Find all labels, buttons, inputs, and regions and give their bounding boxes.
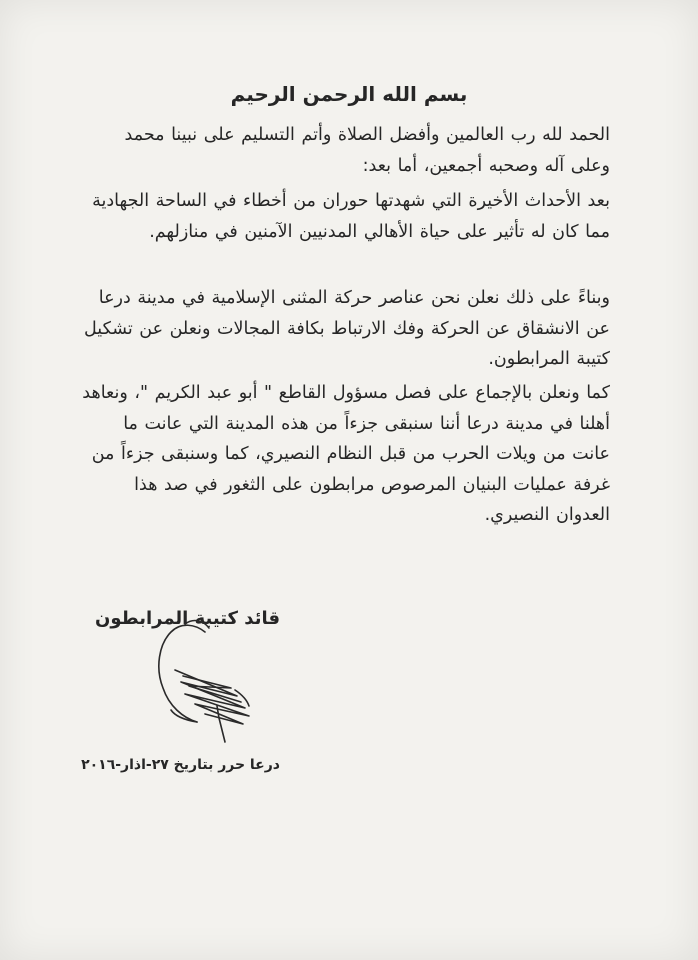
opening-paragraph: الحمد لله رب العالمين وأفضل الصلاة وأتم التسليم على نبينا محمد وعلى آله وصحبه أجمعين، أما بعد: [124, 125, 610, 176]
date-line: درعا حرر بتاريخ ٢٧-اذار-٢٠١٦ [81, 757, 280, 773]
basmala-heading: بسم الله الرحمن الرحيم [230, 82, 468, 106]
pledge-paragraph: كما ونعلن بالإجماع على فصل مسؤول القاطع " أبو عبد الكريم "، ونعاهد أهلنا في مدينة درعا أننا سنبقى جزءاً من هذه المدينة التي عانت ما عانت من ويلات الحرب من قبل النظام النصيري، كما وسنبقى جزءاً من غرفة عمليات البنيان المرصوص مرابطون على الثغور في صد هذا العدوان النصيري. [82, 383, 610, 525]
events-paragraph: بعد الأحداث الأخيرة التي شهدتها حوران من أخطاء في الساحة الجهادية مما كان له تأثير على حياة الأهالي المدنيين الآمنين في منازلهم. [92, 191, 610, 242]
signer-title: قائد كتيبة المرابطون [95, 608, 280, 629]
announcement-paragraph: وبناءً على ذلك نعلن نحن عناصر حركة المثنى الإسلامية في مدينة درعا عن الانشقاق عن الحركة وفك الارتباط بكافة المجالات ونعلن عن تشكيل كتيبة المرابطون. [84, 288, 610, 369]
handwritten-signature [145, 610, 280, 745]
